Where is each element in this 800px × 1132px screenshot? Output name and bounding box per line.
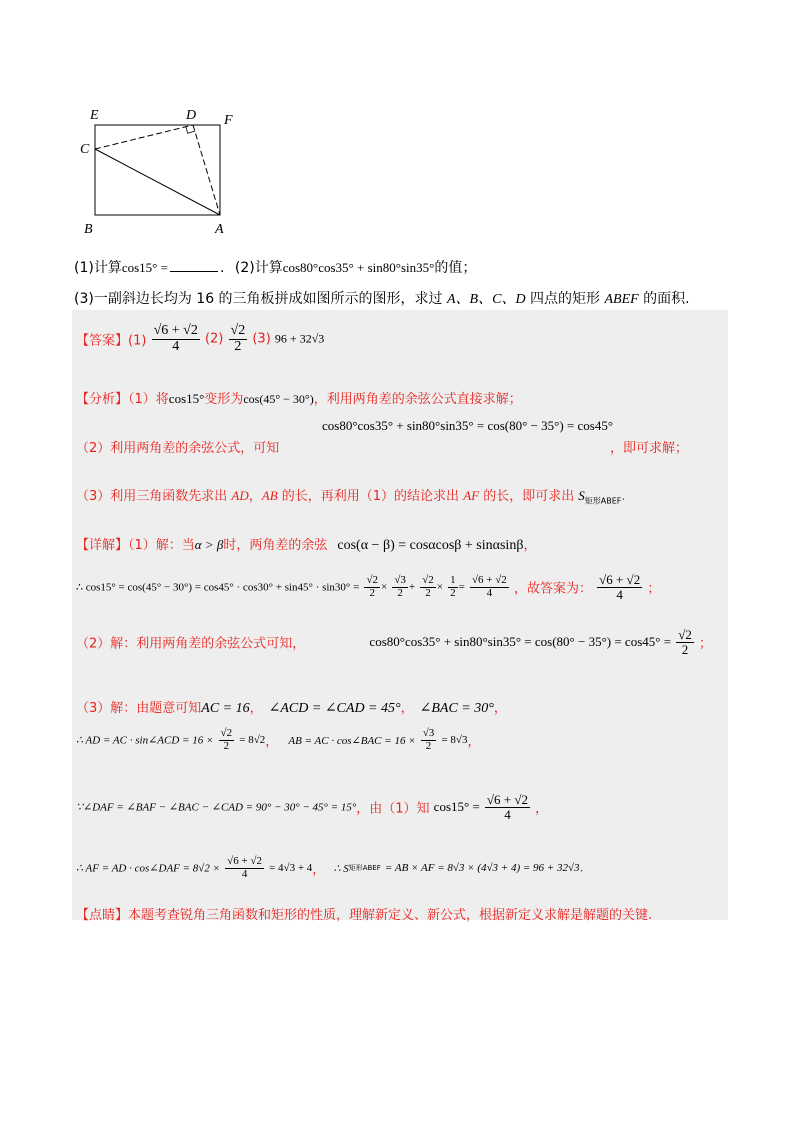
analysis-line-4 [76,485,626,507]
detail-l5-f1d: 2 [223,739,230,752]
analysis-l1-expr2: cos(45° − 30°) [243,392,314,406]
analysis-l4-sub: 矩形ABEF [584,496,622,506]
q2-prefix: (2)计算 [234,260,283,276]
label-f: F [224,113,233,128]
detail-l4-a: （3）解：由题意可知 [76,701,202,716]
detail-l6-cos: cos15° = [433,799,480,815]
detail-line-6 [76,793,548,821]
question-line-3 [74,288,690,308]
detail-l3-fn: √2 [678,627,692,642]
detail-l2-ans: ，故答案为： [513,581,592,597]
detail-l7-sub: 矩形ABEF [348,864,381,873]
detail-l2-f2n: √3 [394,574,406,587]
analysis-label: 【分析】 [76,392,129,407]
analysis-l4-s: S [578,488,585,503]
label-a: A [215,222,224,237]
analysis-line-1 [76,388,522,407]
detail-l2-f6d: 4 [616,586,623,602]
answer-line [76,324,324,354]
detail-l7-sv: = AB × AF = 8√3 × (4√3 + 4) = 96 + 32√3 [384,862,580,875]
detail-l7-fn: √6 + √2 [227,855,262,867]
detail-l1-a: （1）解：当 [128,538,195,553]
q3-rect: ABEF [604,292,639,307]
detail-l7-s: ∴ S [333,862,349,875]
q1-sep: . [219,260,225,276]
detail-l2-f6n: √6 + √2 [599,572,641,587]
q1-expr: cos15° = [121,260,168,275]
detail-l5-f1 [219,728,235,752]
analysis-l4-ab: AB [261,488,278,503]
detail-l4-end: ， [493,701,507,716]
detail-l6-end: ， [535,801,549,817]
detail-l5-ab: AB = AC · cos∠BAC = 16 × [288,734,416,747]
detail-l2-f2d: 2 [397,586,403,599]
segment-ca [95,149,220,215]
detail-l2-eq: = [458,581,465,594]
detail-l2-f1n: √2 [366,574,378,587]
detail-l1-b: 时，两角差的余弦 [223,538,328,553]
detail-l2-f4n: 1 [450,574,456,587]
detail-l2-f2 [392,575,408,599]
detail-l2-f5d: 4 [486,586,493,599]
detail-l2-f6 [597,573,642,601]
segment-cd [95,125,193,149]
detail-l7-sep: ， [312,862,326,878]
detail-l7-fd: 4 [241,867,248,880]
label-d: D [186,108,197,123]
detail-l2-times-1: × [380,581,388,594]
detail-l5-ad: ∴ AD = AC · sin∠ACD = 16 × [76,734,214,747]
detail-l2-times-2: × [436,581,444,594]
detail-l5-f1n: √2 [220,727,233,739]
analysis-l1-expr: cos15° [168,391,205,406]
detail-l4-sep: ， [249,701,263,716]
detail-line-3 [76,628,712,656]
label-e: E [90,108,99,123]
detail-l4-sep2: ， [400,701,414,716]
answer-1-frac [152,324,200,354]
detail-l2-f3n: √2 [422,574,434,587]
detail-l1-c: ， [523,538,537,553]
detail-l5-f2n: √3 [422,727,435,739]
analysis-l4-a: （3）利用三角函数先求出 [76,489,232,504]
q3-text-c: 的面积. [638,291,690,307]
detail-label: 【详解】 [76,538,129,553]
detail-line-5 [76,728,480,752]
detail-l3-expr: cos80°cos35° + sin80°sin35° = cos(80° − 35°) = cos45° = [369,634,672,650]
rectangle-figure [78,100,258,240]
detail-l5-adv: = 8√2 [239,734,266,747]
analysis-l4-c: 的长，再利用（1）的结论求出 [277,489,464,504]
detail-l6-sep: ，由（1）知 [356,801,430,817]
detail-l3-frac [676,628,694,656]
detail-line-7 [76,856,584,880]
detail-l6-fn: √6 + √2 [486,792,529,807]
detail-l5-f2 [421,728,437,752]
detail-l2-f4d: 2 [450,586,456,599]
answer-2-den: 2 [234,338,242,354]
analysis-l1-b: 变形为 [204,392,244,407]
detail-l2-f3d: 2 [425,586,431,599]
question-line-1 [74,257,476,277]
detail-line-1 [76,534,536,554]
detail-l6-fd: 4 [504,806,511,822]
comment-line: 【点睛】本题考查锐角三角函数和矩形的性质，理解新定义、新公式，根据新定义求解是解题的关键. [76,908,653,923]
analysis-l3-a: （2）利用两角差的余弦公式，可知 [76,441,280,456]
detail-l2-f4 [448,575,458,599]
analysis-l4-af: AF [463,488,480,503]
q3-points: A、B、C、D [447,292,526,307]
detail-l3-end: ； [698,636,712,652]
detail-l5-end: ， [467,734,481,750]
detail-l4-bac: ∠BAC = 30° [419,701,494,716]
label-c: C [80,142,90,157]
detail-l1-cond: α > β [194,537,224,552]
detail-l2-f5n: √6 + √2 [472,574,507,587]
detail-line-4 [76,697,507,717]
q1-blank [170,271,218,272]
q3-text-a: (3)一副斜边长均为 16 的三角板拼成如图所示的图形，求过 [74,291,447,307]
detail-l7-af: ∴ AF = AD · cos∠DAF = 8√2 × [76,862,221,875]
detail-l1-formula: cos(α − β) = cosαcosβ + sinαsinβ [337,538,524,553]
q3-text-b: 四点的矩形 [525,291,605,307]
answer-label: 【答案】(1) [76,333,147,349]
detail-l2-f3 [420,575,436,599]
detail-l3-a: （2）解：利用两角差的余弦公式可知， [76,636,306,652]
answer-1-den: 4 [172,338,180,354]
detail-l6-expr: ∵∠DAF = ∠BAF − ∠BAC − ∠CAD = 90° − 30° − 45° = 15° [76,801,357,814]
detail-l2-end: ； [647,581,661,597]
analysis-l4-d: 的长，即可求出 [479,489,575,504]
q2-suffix: 的值； [434,260,477,276]
detail-l2-f5 [470,575,509,599]
rectangle-abef [95,125,220,215]
detail-l4-ang: ∠ACD = ∠CAD = 45° [268,701,401,716]
analysis-line-3 [76,437,279,456]
answer-2-num: √2 [230,323,246,338]
answer-3: 96 + 32√3 [274,331,325,346]
detail-l7-afv: = 4√3 + 4 [269,862,313,875]
detail-l6-frac [485,793,530,821]
segment-da [193,125,220,215]
analysis-l4-e: . [621,489,626,504]
detail-l5-abv: = 8√3 [441,734,468,747]
answer-3-label: (3) [252,331,271,347]
analysis-l2-expr: cos80°cos35° + sin80°sin35° = cos(80° − 35°) = cos45° [322,418,614,433]
detail-l2-plus: + [408,581,416,594]
detail-l5-f2d: 2 [425,739,432,752]
q1-prefix: (1)计算 [74,260,122,276]
analysis-l1-c: ，利用两角差的余弦公式直接求解； [313,392,522,407]
detail-l7-end: . [579,860,584,876]
answer-2-frac [229,324,248,354]
detail-line-2 [76,573,660,601]
detail-l7-frac [225,856,264,880]
analysis-l3-b: ，即可求解； [610,441,689,456]
detail-l3-fd: 2 [681,641,689,657]
detail-l2-f1 [364,575,380,599]
analysis-l4-ad: AD [231,488,249,503]
detail-l4-ac: AC = 16 [201,701,250,716]
detail-l2-f1d: 2 [369,586,375,599]
answer-2-label: (2) [204,331,224,347]
answer-1-num: √6 + √2 [153,323,198,338]
label-b: B [84,222,93,237]
analysis-l1-a: （1）将 [128,392,169,407]
analysis-l4-b: ， [248,489,262,504]
detail-l2-expr: ∴ cos15° = cos(45° − 30°) = cos45° · cos30° + sin45° · sin30° = [76,581,360,594]
detail-l5-sep: ， [265,734,279,750]
q2-expr: cos80°cos35° + sin80°sin35° [282,260,435,275]
